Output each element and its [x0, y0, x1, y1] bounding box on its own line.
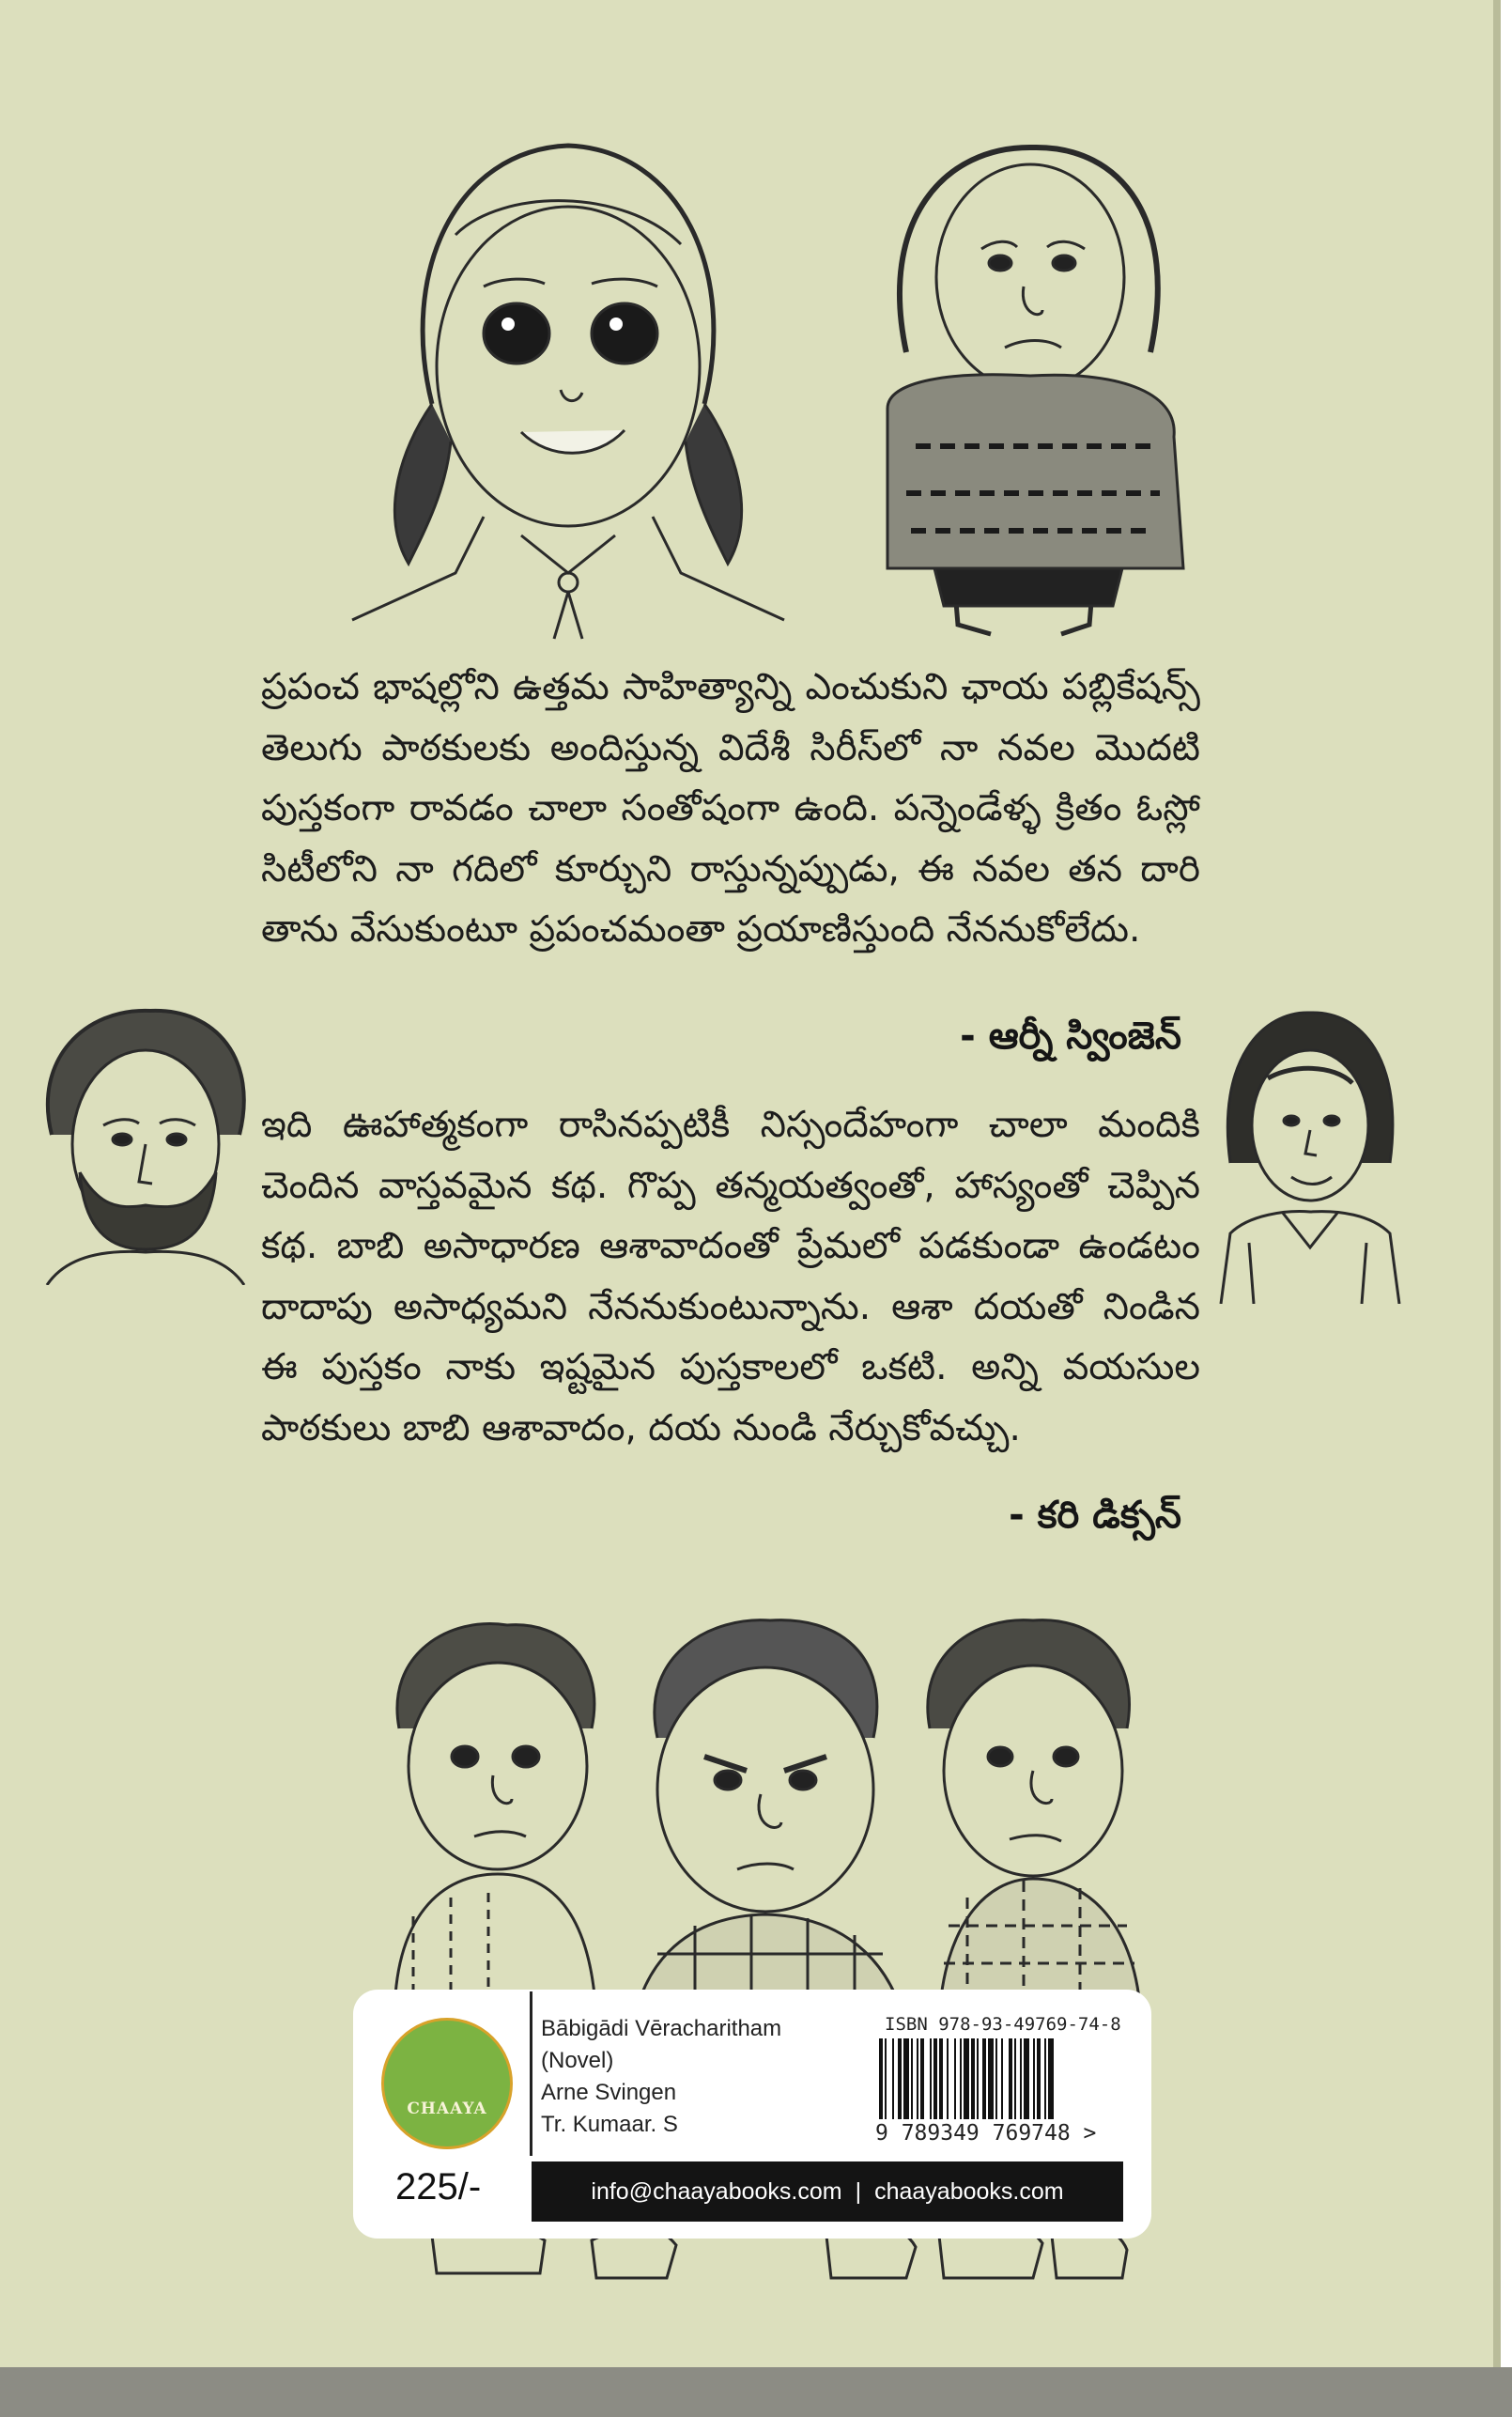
quote-two-text: ఇది ఊహాత్మకంగా రాసినప్పటికీ నిస్సందేహంగా చాలా మందికి చెందిన వాస్తవమైన కథ. గొప్ప తన్మయత్వంతో, హాస్యంతో చెప్పిన కథ. బాబి అసాధారణ ఆశావాదంతో ప్రేమలో పడకుండా ఉండటం దాదాపు అసాధ్యమని నేననుకుంటున్నాను. ఆశా దయతో నిండిన ఈ పుస్తకం నాకు ఇష్టమైన పుస్తకాలలో ఒకటి. అన్ని వయసుల పాఠకులు బాబి ఆశావాదం, దయ నుండి నేర్చుకోవచ్చు.	[261, 1104, 1200, 1449]
quote-two-signature: - కరి డిక్సన్	[1009, 1494, 1181, 1537]
book-author: Arne Svingen	[541, 2080, 677, 2105]
price: 225/-	[395, 2166, 482, 2208]
info-divider	[530, 1991, 532, 2156]
quote-one-text: ప్రపంచ భాషల్లోని ఉత్తమ సాహిత్యాన్ని ఎంచుకుని ఛాయ పబ్లికేషన్స్ తెలుగు పాఠకులకు అందిస్తున్న విదేశీ సిరీస్‌లో నా నవల మొదటి పుస్తకంగా రావడం చాలా సంతోషంగా ఉంది. పన్నెండేళ్ళ క్రితం ఓస్లో సిటీలోని నా గదిలో కూర్చుని రాస్తున్నప్పుడు, ఈ నవల తన దారి తాను వేసుకుంటూ ప్రపంచమంతా ప్రయాణిస్తుంది నేననుకోలేదు.	[261, 666, 1200, 951]
cover-edge	[1493, 0, 1501, 2367]
contact-bar	[532, 2161, 1123, 2222]
barcode-number: 9 789349 769748 >	[875, 2121, 1097, 2146]
publisher-info-card	[353, 1990, 1151, 2239]
barcode	[875, 2038, 1134, 2119]
man-sketch	[28, 1003, 263, 1285]
book-title: Bābigādi Vēracharitham	[541, 2016, 782, 2041]
logo-text: CHAAYA	[407, 2099, 487, 2118]
contact-website[interactable]: chaayabooks.com	[874, 2177, 1064, 2205]
girl-sketch	[343, 132, 794, 648]
quote-one-signature: - ఆర్నీ స్వింజెన్	[960, 1015, 1181, 1058]
chaaya-logo	[381, 2018, 513, 2149]
contact-separator: |	[855, 2177, 862, 2205]
contact-email[interactable]: info@chaayabooks.com	[591, 2177, 842, 2205]
book-genre: (Novel)	[541, 2048, 614, 2073]
scan-bottom-strip	[0, 2367, 1512, 2417]
woman-sketch	[869, 136, 1188, 643]
book-translator: Tr. Kumaar. S	[541, 2112, 678, 2137]
older-woman-sketch	[1211, 1003, 1409, 1304]
isbn-label: ISBN 978-93-49769-74-8	[885, 2014, 1121, 2035]
